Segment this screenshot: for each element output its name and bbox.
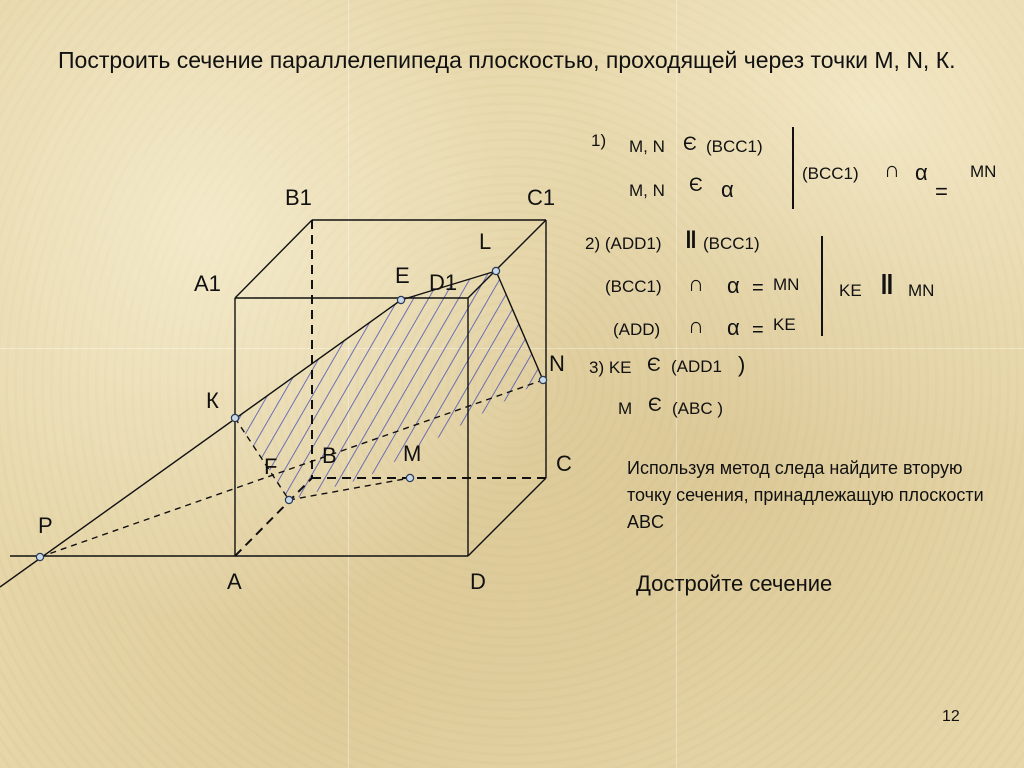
intersection-symbol: ∩ — [688, 313, 704, 338]
label-D: D — [470, 569, 486, 594]
slide-title: Построить сечение параллелепипеда плоскостью, проходящей через точки M, N, К. — [58, 47, 956, 73]
label-C1: C1 — [527, 185, 556, 210]
step2-plane-add1: 2) (ADD1) — [585, 234, 662, 253]
parallel-symbol: ‖ — [880, 269, 894, 300]
label-P: P — [38, 513, 53, 538]
task-hint: Используя метод следа найдите вторую точку сечения, принадлежащую плоскости ABC — [627, 458, 984, 532]
label-N: N — [549, 351, 565, 376]
step1-plane: (BCC1) — [706, 137, 763, 156]
label-B: B — [322, 443, 337, 468]
step1-separator — [792, 127, 794, 209]
step1-points-b: M, N — [629, 181, 665, 200]
step1-number: 1) — [591, 131, 607, 150]
task-finish-section: Достройте сечение — [636, 571, 833, 596]
step2-separator — [821, 236, 823, 336]
alpha-symbol: α — [727, 315, 740, 340]
step2-result-mn: MN — [908, 281, 935, 300]
alpha-symbol: α — [727, 273, 740, 298]
label-A1: A1 — [194, 271, 221, 296]
label-C: C — [556, 451, 572, 476]
point-K — [231, 414, 238, 421]
label-L: L — [479, 229, 492, 254]
label-E: E — [395, 263, 410, 288]
step2-ke: KE — [773, 315, 796, 334]
step2-plane-bcc1-b: (BCC1) — [605, 277, 662, 296]
point-M — [406, 474, 413, 481]
label-K: К — [206, 388, 219, 413]
intersection-symbol: ∩ — [884, 157, 900, 182]
point-N — [539, 376, 546, 383]
alpha-symbol: α — [721, 177, 734, 202]
step1-result-plane: (BCC1) — [802, 164, 859, 183]
step2-result-ke: KE — [839, 281, 862, 300]
intersection-symbol: ∩ — [688, 271, 704, 296]
element-of-symbol: Є — [648, 395, 662, 416]
label-A: A — [227, 569, 242, 594]
step3-m: M — [618, 399, 633, 418]
step1-result-mn: MN — [970, 162, 997, 181]
label-F: F — [264, 454, 278, 479]
step3-plane-abc: (ABC ) — [672, 399, 723, 418]
slide-number: 12 — [942, 708, 960, 725]
closing-paren: ) — [738, 352, 746, 377]
edge-A-B — [235, 478, 312, 556]
point-P — [36, 553, 43, 560]
alpha-symbol: α — [915, 160, 928, 185]
point-L — [492, 267, 499, 274]
label-B1: B1 — [285, 185, 312, 210]
step3-plane-add1: (ADD1 — [671, 357, 723, 376]
equals-symbol: = — [752, 319, 764, 341]
element-of-symbol: Є — [647, 355, 661, 376]
point-F — [285, 496, 292, 503]
step2-plane-add: (ADD) — [613, 320, 661, 339]
label-M: M — [403, 441, 422, 466]
element-of-symbol: Є — [683, 134, 697, 155]
step2-plane-bcc1: (BCC1) — [703, 234, 760, 253]
label-D1: D1 — [429, 270, 458, 295]
step2-mn: MN — [773, 275, 800, 294]
step1-points-a: M, N — [629, 137, 665, 156]
step3-ke: 3) KE — [589, 358, 632, 377]
point-E — [397, 296, 404, 303]
edge-A1-B1 — [235, 220, 312, 298]
edge-D-C — [468, 478, 546, 556]
equals-symbol: = — [752, 277, 764, 299]
element-of-symbol: Є — [689, 175, 703, 196]
parallel-symbol: ‖ — [685, 227, 697, 254]
equals-symbol: = — [935, 179, 948, 204]
